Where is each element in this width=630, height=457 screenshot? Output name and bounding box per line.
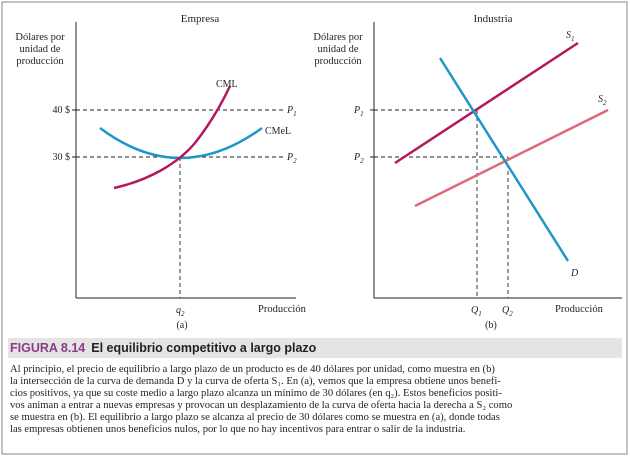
panel-a-ylabel-3: producción (16, 56, 64, 67)
cmel-label: CMeL (265, 126, 292, 137)
s1-label: $S_1$ (566, 30, 575, 43)
panel-b-title: Industria (473, 13, 513, 25)
panel-a-sublabel: (a) (176, 320, 188, 331)
cmel-curve (100, 128, 262, 158)
tick-label-30: 30 $ (52, 152, 70, 163)
caption-body (10, 364, 622, 437)
panel-a-ylabel-1: Dólares por (15, 32, 65, 43)
q1-label-b: $Q_1$ (471, 305, 482, 318)
figure-number: FIGURA 8.14 (10, 341, 86, 355)
p2-label-b: $P_2$ (354, 152, 364, 165)
d-label: D (571, 268, 579, 279)
panel-b-ylabel-1: Dólares por (313, 32, 363, 43)
figure-caption (8, 338, 622, 437)
panel-a-title: Empresa (180, 13, 220, 25)
supply-s2-line (415, 110, 608, 206)
panel-a-xlabel: Producción (258, 304, 306, 315)
s2-label: $S_2$ (598, 94, 607, 107)
panel-b (313, 13, 622, 331)
panel-a (15, 13, 306, 331)
panel-b-xlabel: Producción (555, 304, 603, 315)
caption-line: Al principio, el precio de equilibrio a largo plazo de un producto es de 40 dólares por unidad, como muestra en (b) (10, 364, 495, 375)
caption-line: se muestra en (b). El equilibrio a largo plazo se alcanza al precio de 30 dólares como se muestra en (a), donde todas (10, 412, 500, 424)
p2-label-a: $P_2$ (287, 152, 297, 165)
q2-label-a: $q_2$ (176, 305, 185, 318)
caption-line: vos animan a entrar a nuevas empresas y provocan un desplazamiento de la curva de oferta hacia la derecha a S₂ como (10, 400, 513, 412)
p1-label-a: $P_1$ (287, 105, 297, 118)
panel-b-sublabel: (b) (485, 320, 497, 331)
panel-b-ylabel-3: producción (314, 56, 362, 67)
demand-line (440, 58, 568, 261)
cml-label: CML (216, 79, 238, 90)
q2-label-b: $Q_2$ (502, 305, 513, 318)
supply-s1-line (395, 43, 578, 163)
caption-line: cios positivos, ya que su coste medio a largo plazo alcanza un mínimo de 30 dólares (en q₂). Estos beneficios positi- (10, 388, 502, 400)
cml-curve (114, 86, 230, 188)
figure-title: El equilibrio competitivo a largo plazo (91, 341, 317, 355)
caption-header (8, 338, 622, 358)
caption-line: la intersección de la curva de demanda D y la curva de oferta S₁. En (a), vemos que la empresa obtiene unos benefi- (10, 376, 501, 388)
tick-label-40: 40 $ (52, 105, 70, 116)
panel-a-ylabel-2: unidad de (19, 44, 61, 55)
panel-b-ylabel-2: unidad de (317, 44, 359, 55)
p1-label-b: $P_1$ (354, 105, 364, 118)
caption-line: las empresas obtienen unos beneficios nulos, por lo que no hay incentivos para entrar o salir de la industria. (10, 424, 466, 436)
